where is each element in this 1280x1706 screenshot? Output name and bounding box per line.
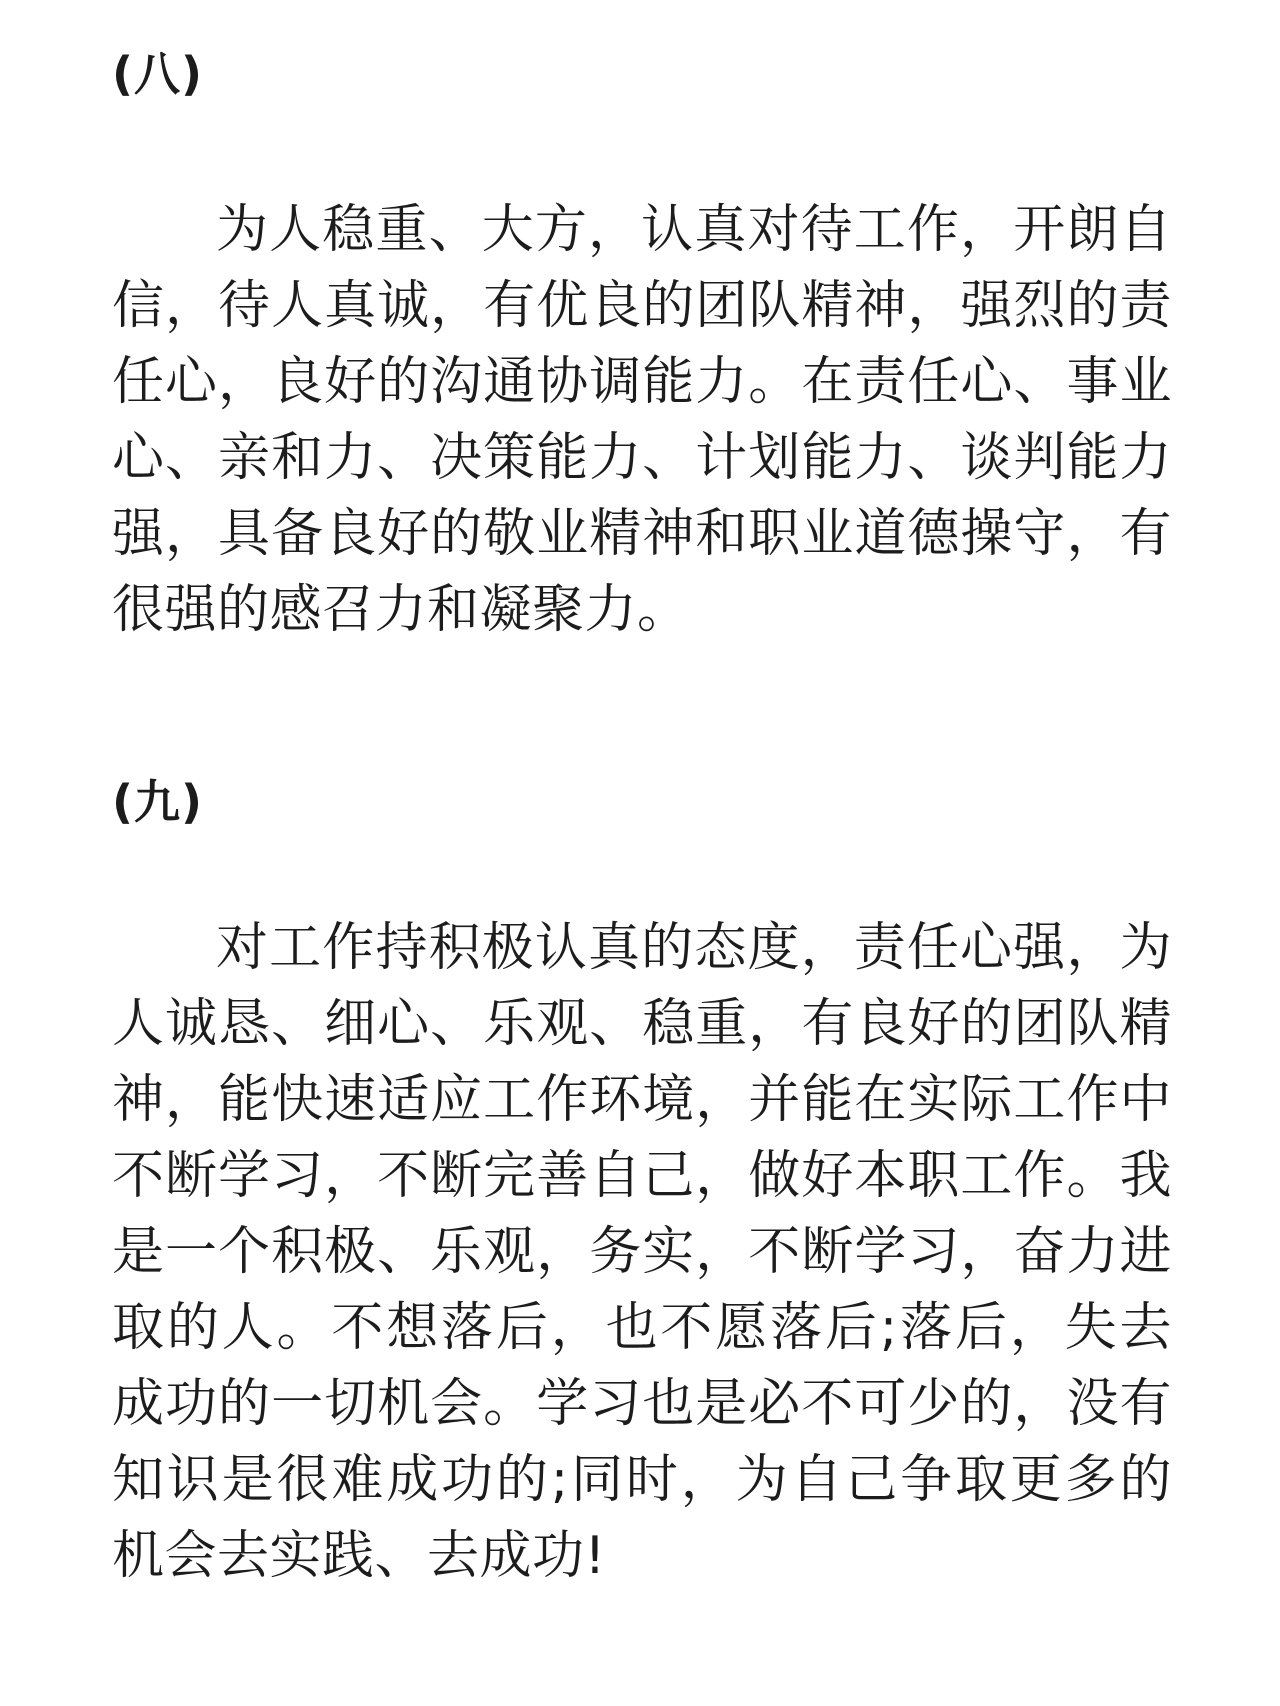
- section-heading-8: (八): [112, 47, 204, 101]
- section-paragraph-8: 为人稳重、大方，认真对待工作，开朗自信，待人真诚，有优良的团队精神，强烈的责任心，良好的沟通协调能力。在责任心、事业心、亲和力、决策能力、计划能力、谈判能力强，具备良好的敬业精神和职业道德操守，有很强的感召力和凝聚力。: [112, 200, 1172, 640]
- section-paragraph-9: 对工作持积极认真的态度，责任心强，为人诚恳、细心、乐观、稳重，有良好的团队精神，能快速适应工作环境，并能在实际工作中不断学习，不断完善自己，做好本职工作。我是一个积极、乐观，务实，不断学习，奋力进取的人。不想落后，也不愿落后;落后，失去成功的一切机会。学习也是必不可少的，没有知识是很难成功的;同时，为自己争取更多的机会去实践、去成功!: [112, 918, 1172, 1586]
- section-heading-9: (九): [112, 775, 204, 829]
